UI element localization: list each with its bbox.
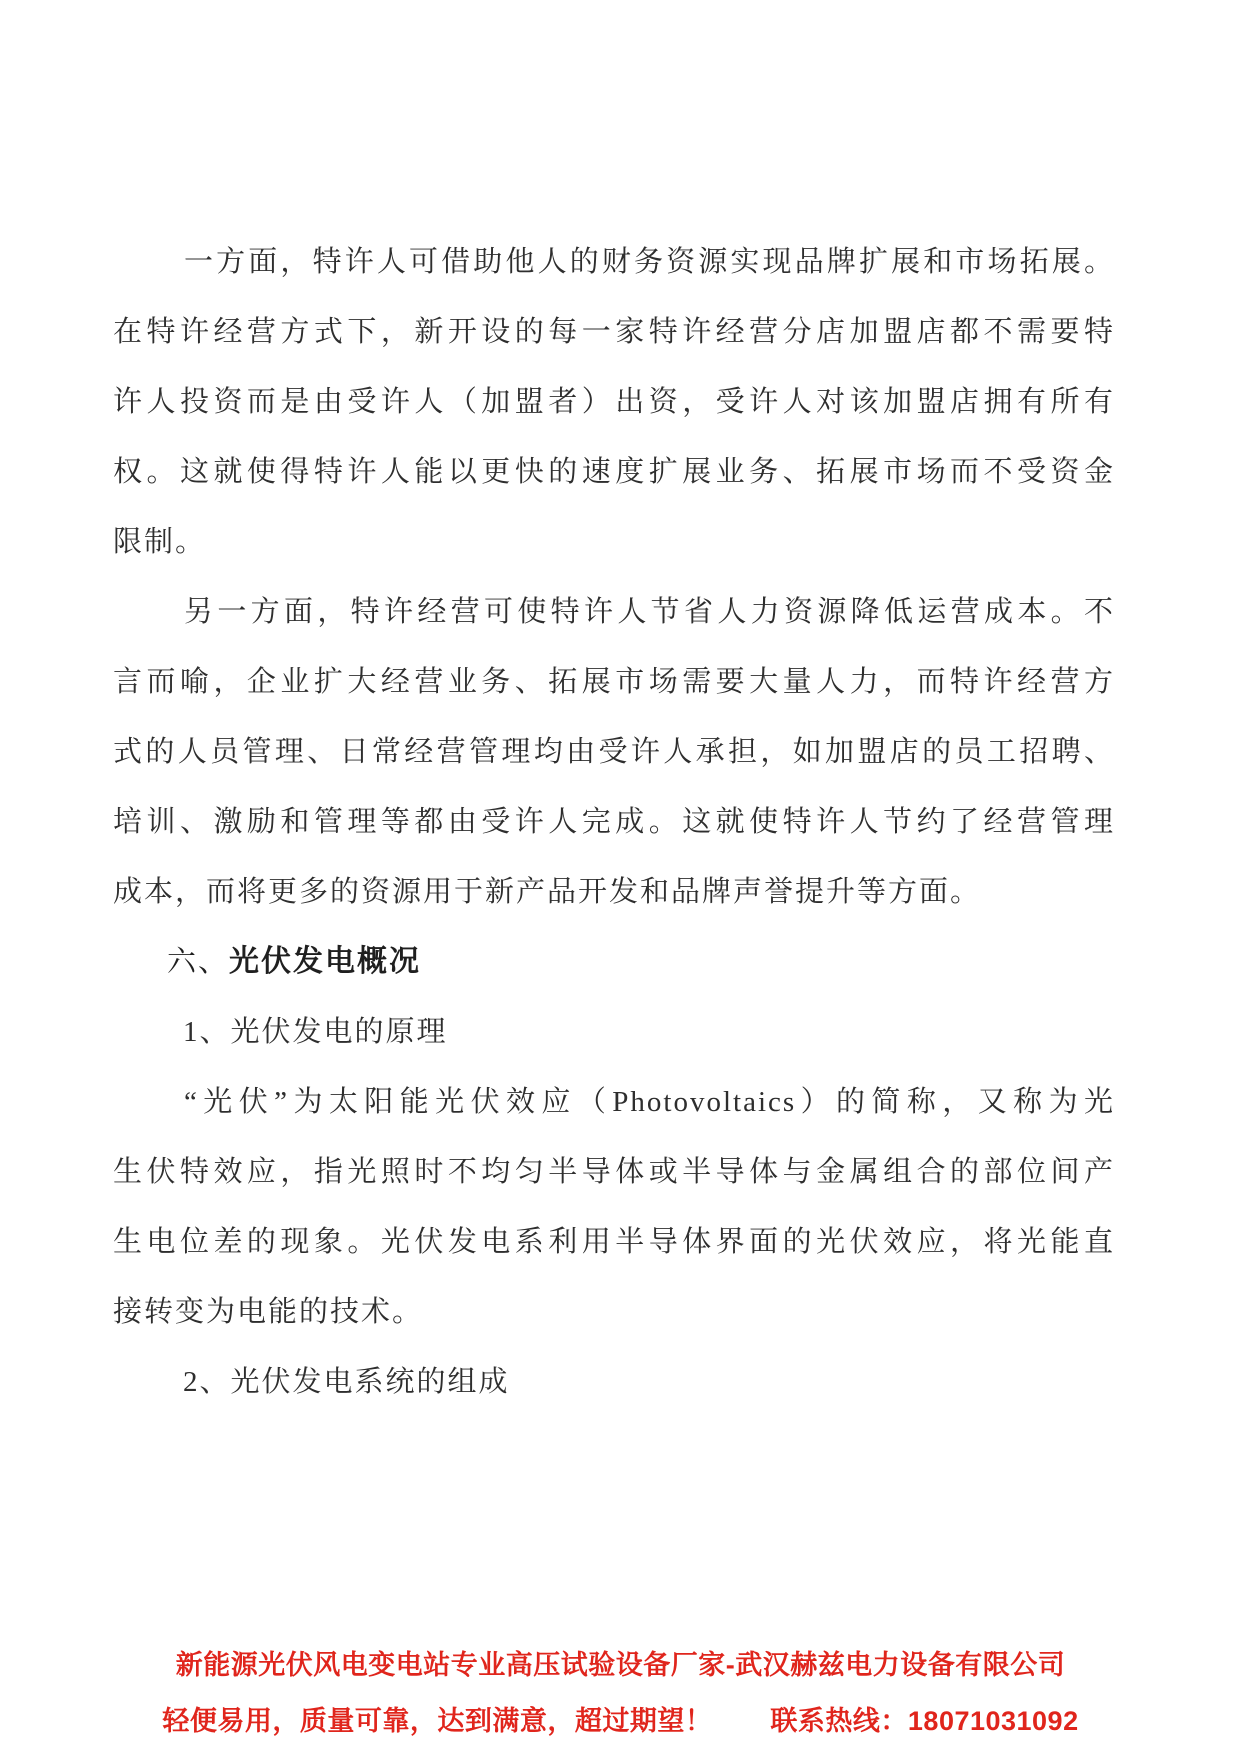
document-body	[113, 227, 1115, 1417]
paragraph2-line: 式的人员管理、日常经营管理均由受许人承担，如加盟店的员工招聘、	[113, 736, 1115, 768]
section-heading-number: 六、	[167, 946, 230, 978]
paragraph1-line: 权。这就使得特许人能以更快的速度扩展业务、拓展市场而不受资金	[113, 456, 1115, 488]
paragraph2-line: 另一方面，特许经营可使特许人节省人力资源降低运营成本。不	[184, 596, 1115, 628]
paragraph1-line: 许人投资而是由受许人（加盟者）出资，受许人对该加盟店拥有所有	[113, 386, 1115, 418]
section-heading-title: 光伏发电概况	[229, 945, 422, 978]
paragraph3-line: 接转变为电能的技术。	[113, 1296, 424, 1328]
paragraph1-line: 在特许经营方式下，新开设的每一家特许经营分店加盟店都不需要特	[113, 316, 1115, 348]
paragraph2-line: 成本，而将更多的资源用于新产品开发和品牌声誉提升等方面。	[113, 876, 982, 908]
paragraph3-line: 生电位差的现象。光伏发电系利用半导体界面的光伏效应，将光能直	[113, 1226, 1115, 1258]
paragraph2-line: 培训、激励和管理等都由受许人完成。这就使特许人节约了经营管理	[113, 806, 1115, 838]
paragraph3-line: 生伏特效应，指光照时不均匀半导体或半导体与金属组合的部位间产	[113, 1156, 1115, 1188]
list-item-2: 2、光伏发电系统的组成	[183, 1366, 510, 1398]
footer-contact-line	[0, 1704, 1241, 1738]
paragraph1-line: 限制。	[113, 526, 207, 558]
footer	[0, 1648, 1241, 1738]
section-heading	[113, 927, 1115, 997]
footer-hotline: 联系热线：18071031092	[770, 1706, 1079, 1736]
footer-company-line: 新能源光伏风电变电站专业高压试验设备厂家-武汉赫兹电力设备有限公司	[175, 1650, 1066, 1680]
list-item-1: 1、光伏发电的原理	[183, 1016, 448, 1048]
footer-slogan: 轻便易用，质量可靠，达到满意，超过期望！	[162, 1706, 713, 1736]
paragraph2-line: 言而喻，企业扩大经营业务、拓展市场需要大量人力，而特许经营方	[113, 666, 1115, 698]
paragraph1-line: 一方面，特许人可借助他人的财务资源实现品牌扩展和市场拓展。	[184, 246, 1115, 278]
paragraph3-line: “光伏”为太阳能光伏效应（Photovoltaics）的简称，又称为光	[184, 1086, 1115, 1118]
